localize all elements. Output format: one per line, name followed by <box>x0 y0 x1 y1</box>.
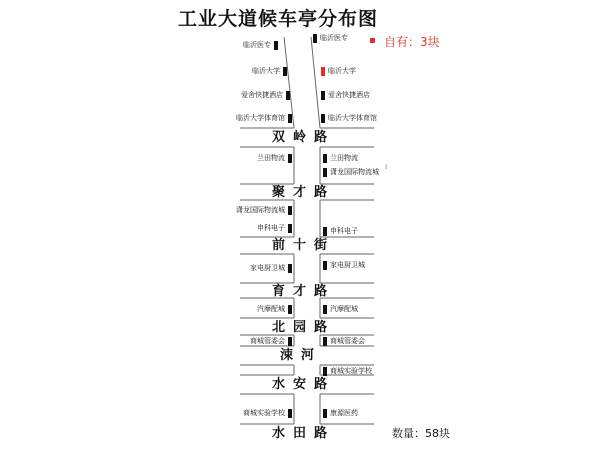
shelter-marker <box>288 337 292 346</box>
shelter-marker <box>288 114 292 123</box>
bus-stop-left: 兰田物流 <box>257 154 292 163</box>
shelter-marker <box>288 224 292 233</box>
road-name: 聚才路 <box>272 185 336 200</box>
road-name: 水田路 <box>272 426 336 441</box>
legend-label: 自有：3块 <box>384 35 440 49</box>
bus-stop-right: 爱舍快捷酒店 <box>321 91 370 100</box>
bus-stop-right: 临沂大学体育馆 <box>321 114 377 123</box>
shelter-count: 数量：58块 <box>392 427 450 440</box>
road-name: 涑河 <box>280 348 323 363</box>
shelter-marker <box>288 264 292 273</box>
bus-stop-right: 商城实验学校 <box>323 367 372 376</box>
bus-stop-left: 商城管委会 <box>250 337 292 346</box>
bus-stop-left: 临沂医专 <box>243 41 278 50</box>
shelter-marker <box>288 154 292 163</box>
shelter-marker <box>323 154 327 163</box>
road-name: 前十街 <box>272 238 336 253</box>
road-name: 水安路 <box>272 377 336 392</box>
bus-stop-left: 爱舍快捷酒店 <box>241 91 290 100</box>
shelter-marker <box>323 227 327 236</box>
bus-stop-left: 临沂大学 <box>252 67 287 76</box>
shelter-marker <box>313 34 317 43</box>
bus-stop-right: 兰田物流 <box>323 154 358 163</box>
shelter-marker <box>288 409 292 418</box>
shelter-marker <box>274 41 278 50</box>
shelter-marker <box>323 337 327 346</box>
road-name: 北园路 <box>272 320 336 335</box>
bus-stop-right: 潇龙国际物流城 <box>323 168 379 177</box>
shelter-marker <box>323 168 327 177</box>
road-name: 育才路 <box>272 284 336 299</box>
shelter-marker <box>321 91 325 100</box>
bus-stop-right: 临沂医专 <box>313 34 348 43</box>
bus-stop-left: 汽摩配城 <box>257 305 292 314</box>
shelter-marker <box>323 305 327 314</box>
shelter-marker <box>321 114 325 123</box>
bus-stop-left: 申科电子 <box>257 224 292 233</box>
bus-stop-right: 家电厨卫城 <box>323 261 365 270</box>
bus-stop-right: 康源医药 <box>323 409 358 418</box>
avenue-right-edge-top <box>311 37 320 128</box>
shelter-marker <box>283 67 287 76</box>
shelter-marker <box>323 261 327 270</box>
bus-stop-left: 商城实验学校 <box>243 409 292 418</box>
road-name: 双岭路 <box>272 130 336 145</box>
shelter-marker <box>288 305 292 314</box>
map-title: 工业大道候车亭分布图 <box>178 8 379 30</box>
bus-stop-right: 申科电子 <box>323 227 358 236</box>
bus-stop-left: 临沂大学体育馆 <box>236 114 292 123</box>
shelter-marker <box>323 367 327 376</box>
bus-stop-left: 潇龙国际物流城 <box>236 206 292 215</box>
bus-stop-left: 家电厨卫城 <box>250 264 292 273</box>
legend-marker <box>370 38 375 43</box>
bus-stop-right: 汽摩配城 <box>323 305 358 314</box>
owned-shelter-marker <box>321 67 325 76</box>
shelter-marker <box>286 91 290 100</box>
stray-mark: ı <box>385 162 388 171</box>
shelter-marker <box>288 206 292 215</box>
bus-stop-right: 临沂大学 <box>321 67 356 76</box>
shelter-marker <box>323 409 327 418</box>
bus-stop-right: 商城管委会 <box>323 337 365 346</box>
